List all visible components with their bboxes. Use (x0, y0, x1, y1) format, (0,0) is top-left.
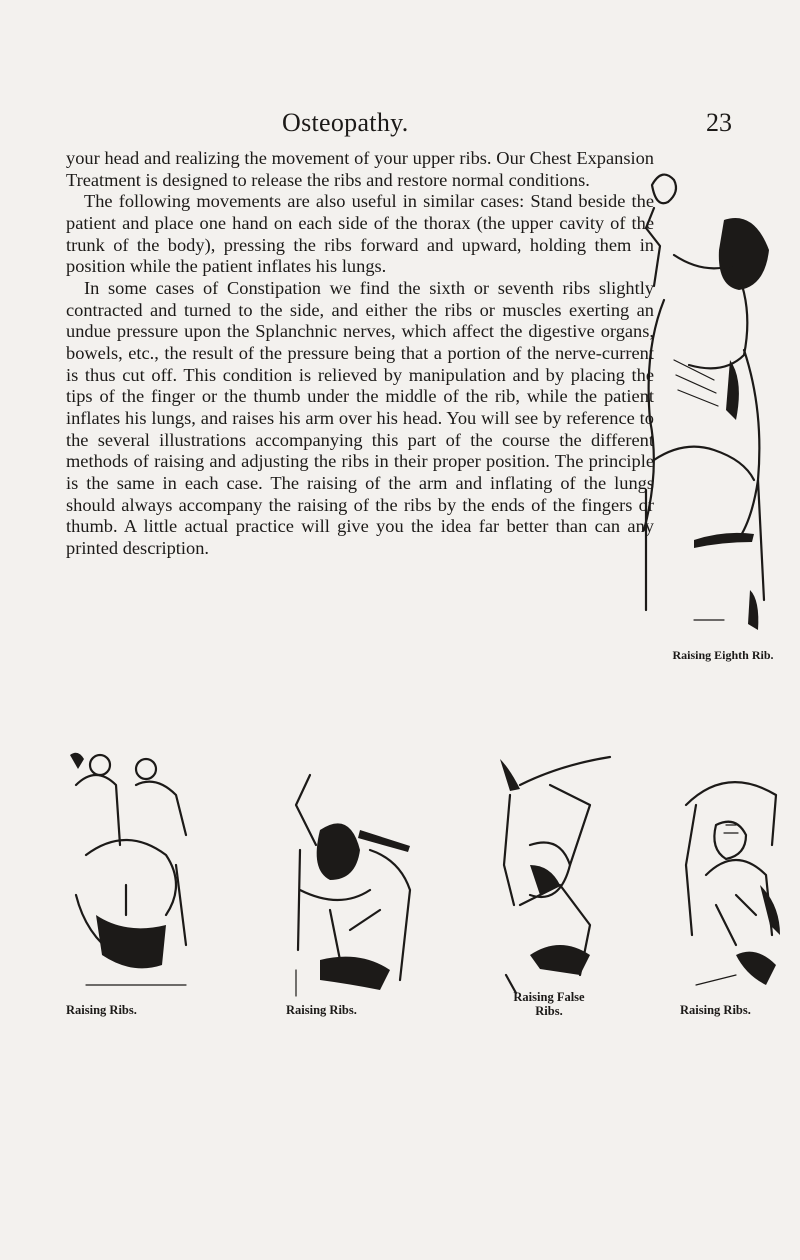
caption-line: Raising False (513, 990, 585, 1004)
paragraph: your head and realizing the movement of your upper ribs. Our Chest Expansion Treatment is designed to release the ribs and restore normal conditions. (66, 148, 654, 190)
caption-raising-false-ribs (494, 990, 604, 1019)
illustration-ribs-2 (280, 770, 420, 1000)
caption-line: Ribs. (535, 1004, 563, 1018)
paragraph: In some cases of Constipation we find the sixth or seventh ribs slightly contracted and turned to the side, and either the ribs or muscles exerting an undue pressure upon the Splanchnic nerves, which affect the digestive organs, bowels, etc., the result of the pressure being that a portion of the nerve-current is thus cut off. This condition is relieved by manipulation and by placing the tips of the finger or the thumb under the middle of the rib, while the patient inflates his lungs, and raises his arm over his head. You will see by reference to the several illustrations accompanying this part of the course the different methods of raising and adjusting the ribs in their proper position. The principle is the same in each case. The raising of the arm and inflating of the lungs should always accompany the raising of the ribs by the ends of the fingers or thumb. A little actual practice will give you the idea far better than can any printed description. (66, 277, 654, 558)
caption-raising-ribs-2: Raising Ribs. (286, 1003, 357, 1017)
figure-raising-ribs-3 (676, 765, 786, 1000)
illustration-ribs-3 (676, 765, 786, 1000)
illustration-false-ribs (490, 755, 620, 995)
figure-raising-ribs-2 (280, 770, 420, 1000)
caption-raising-ribs-3: Raising Ribs. (680, 1003, 751, 1017)
running-title: Osteopathy. (282, 108, 409, 137)
body-text (66, 148, 654, 559)
page-header (0, 108, 800, 140)
paragraph: The following movements are also useful in similar cases: Stand beside the patient and place one hand on each side of the thorax (the upper cavity of the trunk of the body), pressing the ribs forward and upward, holding them in position while the patient inflates his lungs. (66, 191, 654, 277)
page-number: 23 (706, 108, 732, 137)
illustration-eighth-rib (634, 160, 774, 660)
figure-raising-eighth-rib (634, 160, 774, 660)
caption-eighth-rib: Raising Eighth Rib. (672, 648, 774, 662)
figure-raising-false-ribs (490, 755, 620, 995)
figure-raising-ribs-1 (66, 745, 216, 1000)
caption-raising-ribs-1: Raising Ribs. (66, 1003, 137, 1017)
illustration-ribs-1 (66, 745, 216, 1000)
